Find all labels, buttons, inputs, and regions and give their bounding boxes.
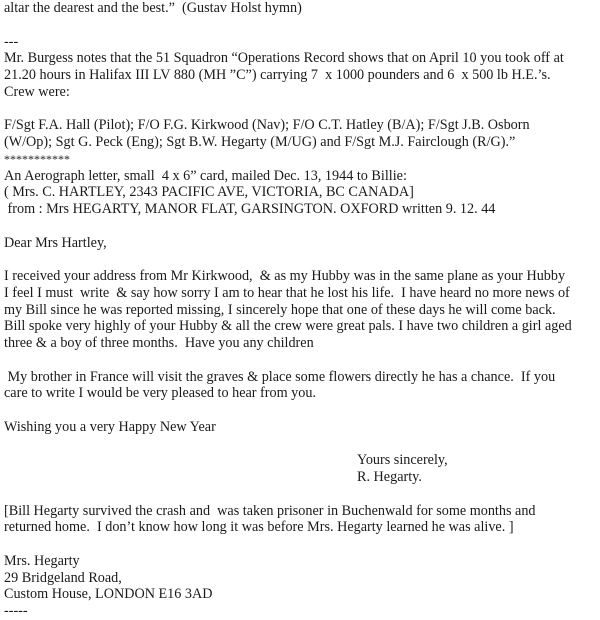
letter-paragraph-1: I received your address from Mr Kirkwood, & as my Hubby was in the same plane as your Hubby I feel I must write & say how sorry I am to hear that he lost his life. I have heard no more news of my Bill since he was reported missing, I sincerely hope that one of these days he will come back. Bill spoke very highly of your Hubby & all the crew were great pals. I have two children a girl aged three & a boy of three months. Have you any children xyxy=(4,268,572,351)
crew-list: F/Sgt F.A. Hall (Pilot); F/O F.G. Kirkwood (Nav); F/O C.T. Hatley (B/A); F/Sgt J.B. Osborn (W/Op); Sgt G. Peck (Eng); Sgt B.W. Hegarty (M/UG) and F/Sgt M.J. Fairclough (R/G).” xyxy=(4,117,530,150)
editor-note: [Bill Hegarty survived the crash and was taken prisoner in Buchenwald for some months and returned home. I don’t know how long it was before Mrs. Hegarty learned he was alive. ] xyxy=(4,502,536,536)
operations-record-paragraph: Mr. Burgess notes that the 51 Squadron “Operations Record shows that on April 10 you took off at 21.20 hours in Halifax III LV 880 (MH ”C”) carrying 7 x 1000 pounders and 6 x 500 lb H.E.’s. Crew were: xyxy=(4,50,564,100)
closing: Yours sincerely, xyxy=(357,452,448,469)
letter-paragraph-2: My brother in France will visit the graves & place some flowers directly he has a chance. If you care to write I would be very pleased to hear from you. xyxy=(4,368,556,402)
star-divider: *********** xyxy=(4,151,70,166)
separator: --- xyxy=(4,33,19,50)
letter-header: An Aerograph letter, small 4 x 6” card, mailed Dec. 13, 1944 to Billie: ( Mrs. C. HARTLEY, 2343 PACIFIC AVE, VICTORIA, BC CANADA] from : Mrs HEGARTY, MANOR FLAT, GARSINGTON. OXFORD written 9. 12. 44 xyxy=(4,167,496,217)
new-year-greeting: Wishing you a very Happy New Year xyxy=(4,418,216,435)
hymn-citation: altar the dearest and the best.” (Gustav Holst hymn) xyxy=(4,0,302,16)
separator: ----- xyxy=(4,603,28,619)
sender-address: Mrs. Hegarty 29 Bridgeland Road, Custom House, LONDON E16 3AD xyxy=(4,552,213,603)
signature: R. Hegarty. xyxy=(357,469,422,485)
salutation: Dear Mrs Hartley, xyxy=(4,234,107,251)
